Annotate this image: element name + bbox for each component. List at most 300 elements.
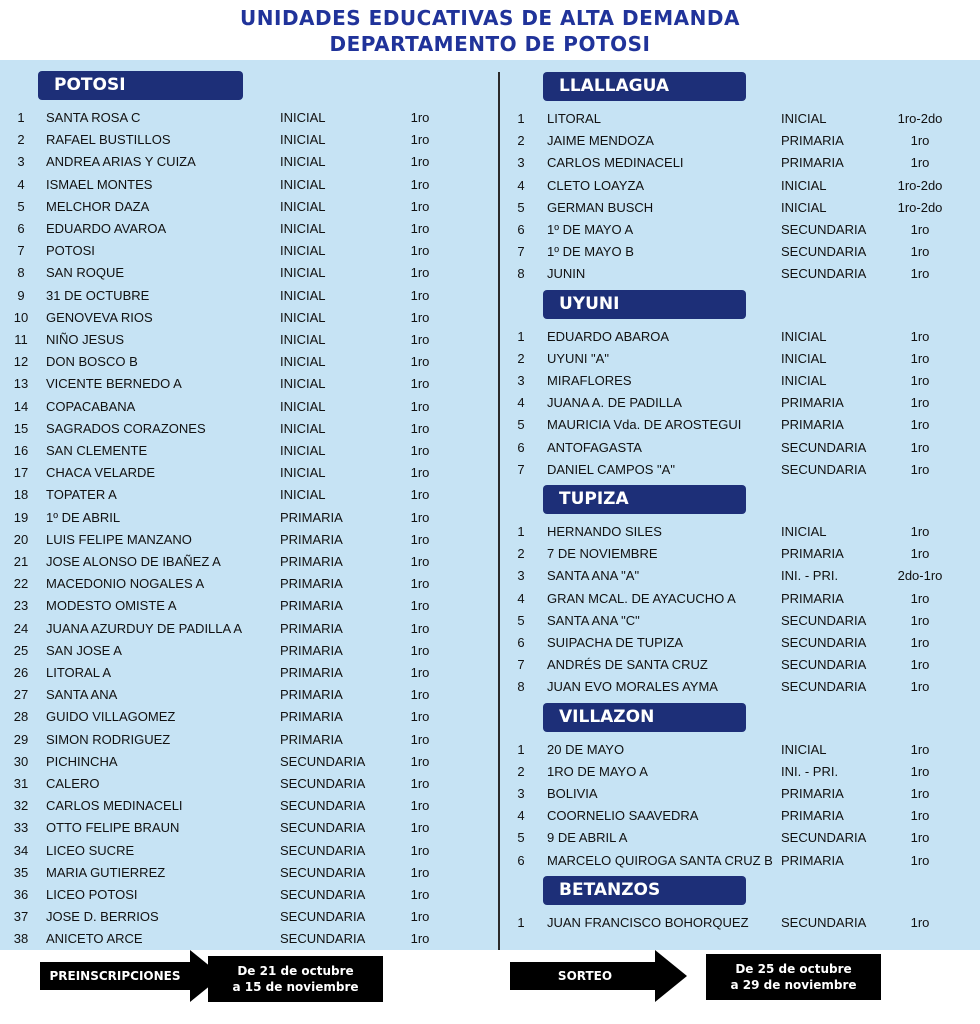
school-name: CHACA VELARDE [46,465,156,481]
row-number: 3 [17,154,25,170]
school-name: POTOSI [46,243,95,259]
school-level: SECUNDARIA [781,830,867,846]
school-name: GRAN MCAL. DE AYACUCHO A [547,590,736,606]
table-row [0,654,980,676]
school-grade: 1ro [410,776,430,791]
school-level: INICIAL [280,487,326,503]
school-level: SECUNDARIA [781,914,867,930]
school-level: PRIMARIA [280,576,343,592]
table-row [0,739,980,761]
school-grade: 1ro [910,524,930,539]
school-level: SECUNDARIA [781,439,867,455]
school-grade: 1ro [410,487,430,503]
school-level: SECUNDARIA [280,798,366,814]
row-number: 11 [14,332,28,347]
school-level: PRIMARIA [781,417,844,433]
table-row [0,285,980,307]
school-grade: 1ro [410,665,430,680]
table-row [0,197,980,219]
school-level: SECUNDARIA [280,776,366,791]
school-level: SECUNDARIA [781,461,867,477]
school-name: CARLOS MEDINACELI [547,155,684,171]
row-number: 7 [517,244,525,260]
school-grade: 1ro [410,620,430,636]
school-name: ISMAEL MONTES [46,176,153,192]
school-name: LICEO SUCRE [46,842,135,858]
table-row [0,130,980,152]
school-name: ANDRÉS DE SANTA CRUZ [547,657,708,673]
row-number: 2 [517,546,525,562]
school-name: 31 DE OCTUBRE [46,287,150,303]
sorteo-dates [706,954,881,1000]
school-grade: 1ro [410,509,430,525]
school-grade: 1ro [410,332,430,347]
school-level: INICIAL [781,328,827,344]
sorteo-date-line2: a 29 de noviembre [730,978,857,992]
row-number: 26 [13,665,29,680]
school-name: NIÑO JESUS [46,332,125,347]
school-grade: 1ro [910,155,930,171]
row-number: 2 [517,350,525,366]
row-number: 4 [517,177,525,193]
school-name: JUAN FRANCISCO BOHORQUEZ [547,914,749,930]
row-number: 9 [17,287,25,303]
school-level: PRIMARIA [280,709,343,725]
school-grade: 1ro [910,222,930,237]
school-grade: 1ro [410,864,430,880]
school-grade: 1ro [910,763,930,779]
school-grade: 1ro [910,830,930,846]
row-number: 24 [13,620,29,636]
row-number: 8 [17,265,25,281]
arrow-right-icon [655,950,687,1002]
school-name: SANTA ANA [46,687,118,703]
school-grade: 1ro [410,820,430,836]
row-number: 12 [13,354,29,370]
school-level: INICIAL [280,243,326,259]
school-grade: 1ro [910,328,930,344]
school-level: INICIAL [781,373,827,388]
row-number: 10 [13,309,29,325]
row-number: 5 [517,199,525,215]
school-grade: 1ro [410,354,430,370]
school-name: 9 DE ABRIL A [547,830,628,846]
school-name: MAURICIA Vda. DE AROSTEGUI [547,417,742,433]
school-level: INICIAL [280,154,326,170]
row-number: 3 [517,568,525,584]
row-number: 4 [517,808,525,824]
row-number: 30 [13,753,29,769]
school-level: SECUNDARIA [781,266,867,282]
school-level: PRIMARIA [280,509,343,525]
school-grade: 1ro [410,287,430,303]
school-name: GUIDO VILLAGOMEZ [46,709,176,725]
row-number: 27 [13,687,29,703]
row-number: 5 [517,417,525,433]
table-row [0,588,980,610]
row-number: 33 [13,820,29,836]
school-name: 1RO DE MAYO A [547,763,648,779]
school-grade: 1ro [410,265,430,281]
preinscripciones-label: PREINSCRIPCIONES [40,962,190,990]
school-name: JOSE D. BERRIOS [46,909,159,925]
school-name: SANTA ANA "C" [547,612,640,628]
school-level: SECUNDARIA [781,222,867,237]
school-name: GERMAN BUSCH [547,199,654,215]
school-name: JUANA A. DE PADILLA [547,395,682,411]
school-name: CARLOS MEDINACELI [46,798,183,814]
school-grade: 1ro [410,576,430,592]
table-row [0,175,980,197]
school-name: LITORAL [547,111,601,126]
school-grade: 1ro [910,914,930,930]
row-number: 4 [517,590,525,606]
school-name: VICENTE BERNEDO A [46,376,182,392]
school-name: COPACABANA [46,398,136,414]
row-number: 6 [517,635,525,650]
school-name: TOPATER A [46,487,117,503]
table-row [0,348,980,370]
school-level: INICIAL [781,177,827,193]
school-grade: 1ro [410,709,430,725]
table-row [0,219,980,241]
row-number: 13 [13,376,29,392]
school-level: INI. - PRI. [781,763,839,779]
school-name: ANICETO ARCE [46,931,143,947]
school-level: INICIAL [280,443,326,458]
table-row [0,805,980,827]
school-grade: 1ro [910,244,930,260]
school-level: INICIAL [280,354,326,370]
school-name: SUIPACHA DE TUPIZA [547,635,684,650]
school-name: MARCELO QUIROGA SANTA CRUZ B [547,852,773,868]
school-name: 1º DE MAYO B [547,244,634,260]
row-number: 6 [517,222,525,237]
school-name: LUIS FELIPE MANZANO [46,531,192,547]
school-name: GENOVEVA RIOS [46,309,153,325]
school-grade: 1ro [910,373,930,388]
row-number: 6 [517,439,525,455]
school-grade: 1ro [910,461,930,477]
school-name: SAN JOSE A [46,642,122,658]
school-grade: 1ro [910,852,930,868]
school-grade: 1ro [910,590,930,606]
row-number: 8 [517,266,525,282]
school-level: PRIMARIA [781,155,844,171]
school-grade: 1ro [410,531,430,547]
school-level: PRIMARIA [781,395,844,411]
row-number: 7 [517,461,525,477]
row-number: 16 [13,443,29,458]
school-grade: 1ro-2do [897,199,943,215]
table-row [0,152,980,174]
school-level: PRIMARIA [280,531,343,547]
school-grade: 1ro [910,266,930,282]
school-level: INICIAL [280,420,326,436]
school-grade: 1ro [410,398,430,414]
row-number: 6 [517,852,525,868]
table-row [0,783,980,805]
table-row [0,706,980,728]
row-number: 1 [517,111,525,126]
school-level: SECUNDARIA [280,931,366,947]
school-level: INICIAL [280,398,326,414]
school-name: 20 DE MAYO [547,741,625,757]
school-grade: 1ro [910,133,930,149]
school-level: INI. - PRI. [781,568,839,584]
school-grade: 1ro [410,598,430,614]
school-grade: 1ro [410,110,430,125]
footer [0,950,980,1024]
school-name: ANTOFAGASTA [547,439,642,455]
school-level: INICIAL [280,110,326,125]
school-level: PRIMARIA [280,687,343,703]
sorteo-label: SORTEO [510,962,660,990]
school-grade: 1ro [910,635,930,650]
school-grade: 1ro [910,741,930,757]
school-name: DANIEL CAMPOS "A" [547,461,675,477]
school-level: PRIMARIA [280,642,343,658]
section-header-llallagua: LLALLAGUA [543,72,746,101]
school-name: JAIME MENDOZA [547,133,654,149]
table-row [0,263,980,285]
school-name: MELCHOR DAZA [46,198,150,214]
school-level: PRIMARIA [781,808,844,824]
row-number: 8 [517,679,525,695]
school-grade: 1ro [410,420,430,436]
school-grade: 1ro [910,808,930,824]
pre-date-line2: a 15 de noviembre [232,980,359,994]
table-row [0,414,980,436]
school-name: JUAN EVO MORALES AYMA [547,679,718,695]
row-number: 1 [17,110,25,125]
school-name: CLETO LOAYZA [547,177,645,193]
school-level: INICIAL [280,221,326,236]
school-level: PRIMARIA [781,786,844,801]
school-grade: 1ro [410,931,430,947]
row-number: 23 [13,598,29,614]
school-name: BOLIVIA [547,786,598,801]
table-row [0,827,980,849]
table-row [0,108,980,130]
page-title: UNIDADES EDUCATIVAS DE ALTA DEMANDA [240,6,740,30]
school-name: 1º DE MAYO A [547,222,634,237]
school-level: INICIAL [781,524,827,539]
row-number: 31 [13,776,29,791]
preinscripciones-dates [208,956,383,1002]
school-level: SECUNDARIA [781,244,867,260]
table-row [0,912,980,934]
school-grade: 1ro [910,417,930,433]
row-number: 3 [517,155,525,171]
row-number: 20 [13,531,29,547]
school-level: PRIMARIA [781,590,844,606]
school-name: JOSE ALONSO DE IBAÑEZ A [46,554,221,569]
school-grade: 1ro [410,887,430,902]
table-row [0,850,980,872]
school-name: SAN ROQUE [46,265,125,281]
section-header-villazon: VILLAZON [543,703,746,732]
school-level: SECUNDARIA [280,842,366,858]
school-name: MACEDONIO NOGALES A [46,576,205,592]
school-grade: 1ro [410,221,430,236]
school-grade: 1ro [410,465,430,481]
table-row [0,241,980,263]
school-grade: 1ro [410,243,430,259]
school-name: ANDREA ARIAS Y CUIZA [46,154,196,170]
school-name: JUANA AZURDUY DE PADILLA A [46,620,243,636]
school-grade: 1ro [410,753,430,769]
table-row [0,610,980,632]
table-row [0,484,980,506]
section-header-potosi: POTOSI [38,71,243,100]
table-row [0,884,980,906]
row-number: 32 [13,798,29,814]
row-number: 2 [517,133,525,149]
row-number: 29 [13,731,29,747]
school-grade: 1ro [410,198,430,214]
row-number: 19 [13,509,29,525]
school-grade: 1ro-2do [897,177,943,193]
school-name: SANTA ROSA C [46,110,141,125]
row-number: 1 [517,914,525,930]
row-number: 15 [13,420,29,436]
section-header-betanzos: BETANZOS [543,876,746,905]
school-name: SAGRADOS CORAZONES [46,420,206,436]
school-level: INICIAL [280,332,326,347]
school-name: 7 DE NOVIEMBRE [547,546,658,562]
school-level: PRIMARIA [781,133,844,149]
school-grade: 1ro [910,350,930,366]
table-row [0,437,980,459]
school-level: PRIMARIA [280,731,343,747]
section-header-tupiza: TUPIZA [543,485,746,514]
row-number: 6 [17,221,25,236]
row-number: 5 [17,198,25,214]
row-number: 35 [13,864,29,880]
school-grade: 2do-1ro [897,568,943,584]
row-number: 7 [517,657,525,673]
page-subtitle: DEPARTAMENTO DE POTOSI [329,32,651,56]
school-name: LICEO POTOSI [46,887,138,902]
school-level: INICIAL [280,132,326,148]
school-grade: 1ro [410,132,430,148]
row-number: 5 [517,612,525,628]
table-row [0,565,980,587]
row-number: 17 [13,465,29,481]
pre-date-line1: De 21 de octubre [237,964,354,978]
table-row [0,543,980,565]
school-level: INICIAL [280,265,326,281]
school-name: EDUARDO AVAROA [46,221,167,236]
school-grade: 1ro [910,395,930,411]
school-level: INICIAL [781,350,827,366]
school-level: SECUNDARIA [280,820,366,836]
row-number: 2 [517,763,525,779]
row-number: 3 [517,786,525,801]
table-row [0,632,980,654]
school-name: SANTA ANA "A" [547,568,640,584]
school-level: INICIAL [781,741,827,757]
school-grade: 1ro [410,554,430,569]
school-name: PICHINCHA [46,753,118,769]
school-level: INICIAL [280,465,326,481]
school-level: SECUNDARIA [781,679,867,695]
school-level: SECUNDARIA [781,635,867,650]
school-level: INICIAL [781,111,827,126]
school-level: INICIAL [280,309,326,325]
table-row [0,761,980,783]
section-header-uyuni: UYUNI [543,290,746,319]
school-grade: 1ro [410,154,430,170]
sorteo-date-line1: De 25 de octubre [735,962,852,976]
school-grade: 1ro [410,731,430,747]
school-name: LITORAL A [46,665,112,680]
school-name: SIMON RODRIGUEZ [46,731,171,747]
row-number: 21 [13,554,29,569]
school-grade: 1ro [410,376,430,392]
school-level: PRIMARIA [781,852,844,868]
school-name: DON BOSCO B [46,354,138,370]
row-number: 3 [517,373,525,388]
school-grade: 1ro [910,546,930,562]
school-level: INICIAL [781,199,827,215]
school-level: PRIMARIA [280,554,343,569]
row-number: 37 [13,909,29,925]
table-row [0,459,980,481]
school-grade: 1ro [910,612,930,628]
row-number: 7 [17,243,25,259]
school-grade: 1ro-2do [897,111,943,126]
row-number: 18 [13,487,29,503]
school-grade: 1ro [910,657,930,673]
school-level: INICIAL [280,176,326,192]
row-number: 28 [13,709,29,725]
school-name: EDUARDO ABAROA [547,328,670,344]
school-name: SAN CLEMENTE [46,443,148,458]
school-grade: 1ro [410,443,430,458]
row-number: 4 [517,395,525,411]
row-number: 1 [517,741,525,757]
school-grade: 1ro [410,309,430,325]
school-level: PRIMARIA [781,546,844,562]
school-level: INICIAL [280,287,326,303]
school-level: INICIAL [280,198,326,214]
row-number: 38 [13,931,29,947]
school-grade: 1ro [410,176,430,192]
school-name: COORNELIO SAAVEDRA [547,808,699,824]
school-name: MIRAFLORES [547,373,632,388]
row-number: 1 [517,524,525,539]
school-grade: 1ro [910,439,930,455]
row-number: 22 [13,576,29,592]
school-grade: 1ro [410,798,430,814]
school-grade: 1ro [410,842,430,858]
table-row [0,370,980,392]
row-number: 2 [17,132,25,148]
school-name: 1º DE ABRIL [46,509,121,525]
school-level: PRIMARIA [280,665,343,680]
school-level: PRIMARIA [280,598,343,614]
school-level: PRIMARIA [280,620,343,636]
school-grade: 1ro [910,679,930,695]
school-name: HERNANDO SILES [547,524,662,539]
row-number: 1 [517,328,525,344]
school-name: JUNIN [547,266,586,282]
row-number: 36 [13,887,29,902]
school-level: SECUNDARIA [280,909,366,925]
row-number: 25 [13,642,29,658]
